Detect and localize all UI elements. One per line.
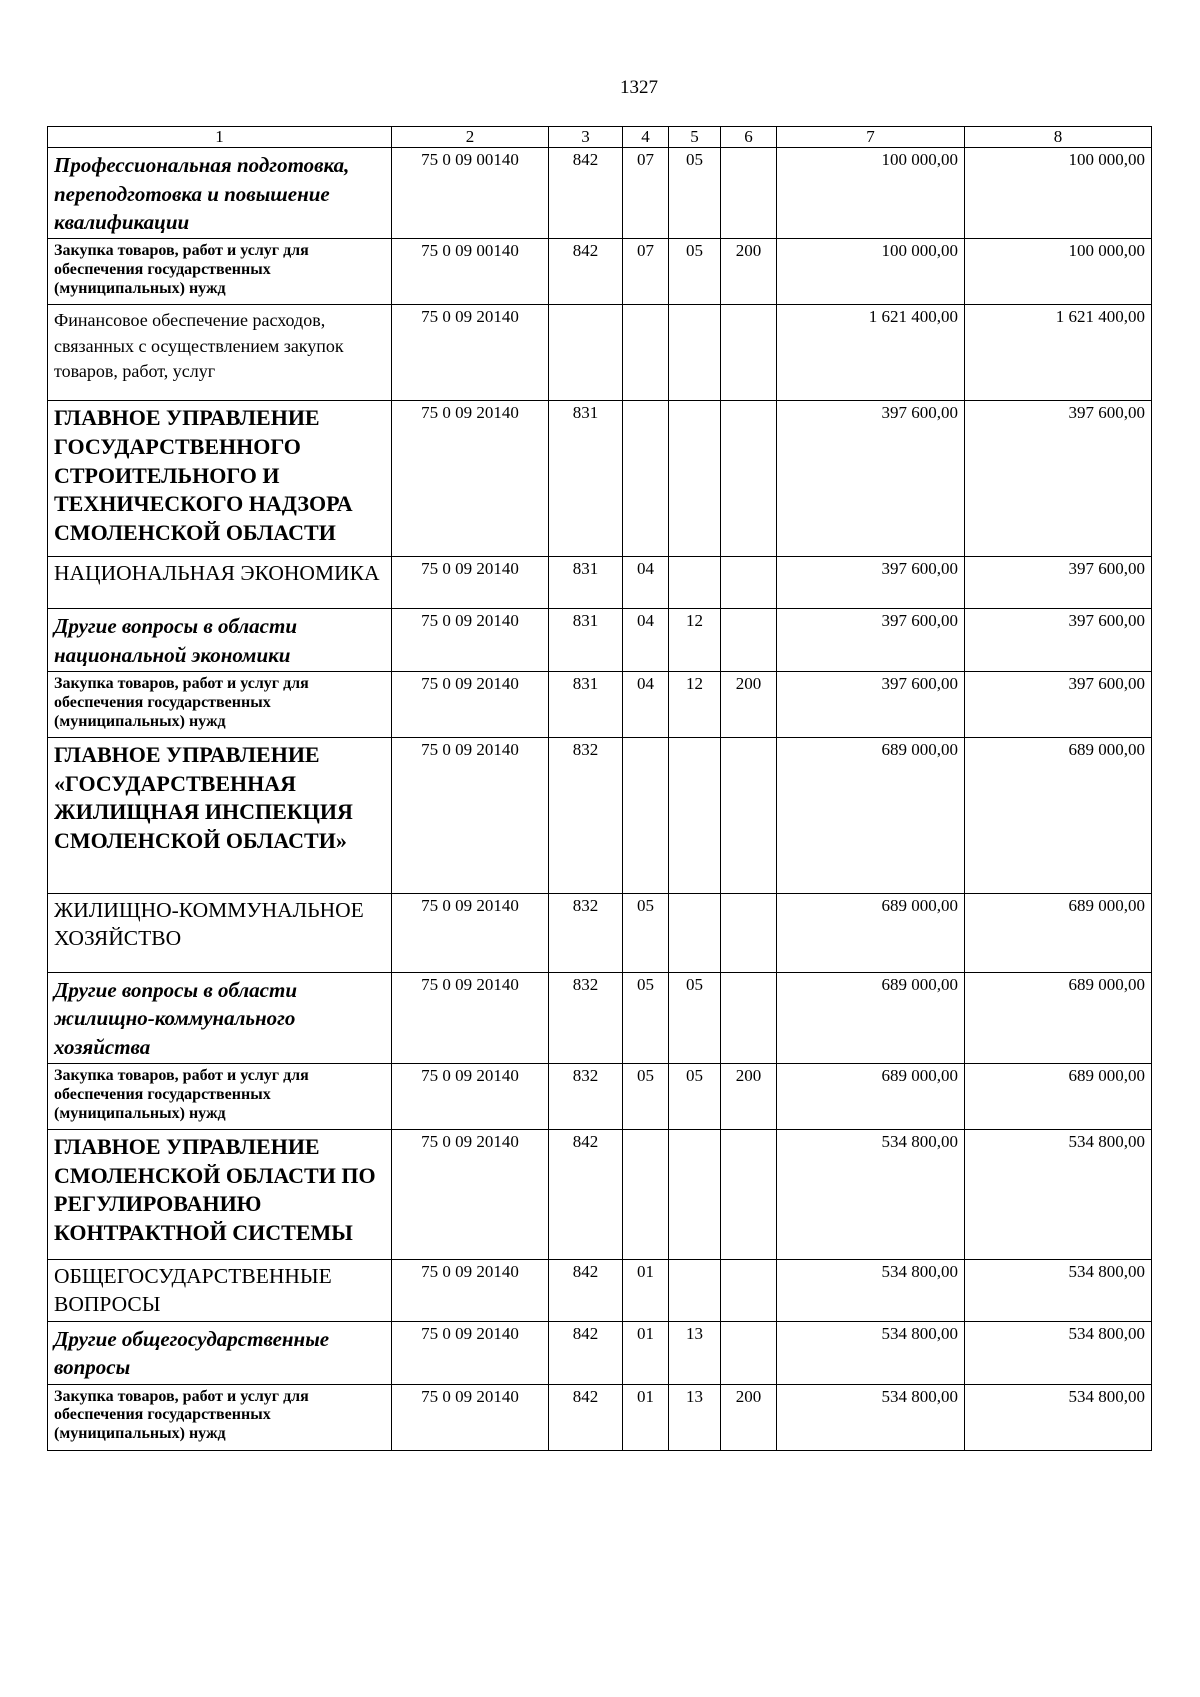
ministry-code-cell: 831 (549, 609, 623, 672)
table-row (48, 239, 1152, 305)
ministry-code-cell: 842 (549, 148, 623, 239)
column-header: 1 (48, 127, 392, 148)
column-header: 4 (623, 127, 669, 148)
amount-year-2-cell: 1 621 400,00 (965, 305, 1152, 401)
subsection-code-cell: 12 (669, 672, 721, 738)
program-code-cell: 75 0 09 20140 (392, 1260, 549, 1322)
column-header: 6 (721, 127, 777, 148)
table-row (48, 1260, 1152, 1322)
program-code-cell: 75 0 09 00140 (392, 148, 549, 239)
expense-type-cell: 200 (721, 1064, 777, 1130)
table-row (48, 672, 1152, 738)
amount-year-2-cell: 689 000,00 (965, 1064, 1152, 1130)
column-header: 5 (669, 127, 721, 148)
program-code-cell: 75 0 09 20140 (392, 672, 549, 738)
expense-type-cell (721, 1260, 777, 1322)
amount-year-1-cell: 534 800,00 (777, 1384, 965, 1450)
row-name-cell: Закупка товаров, работ и услуг для обеспечения государственных (муниципальных) нужд (48, 1384, 392, 1450)
amount-year-1-cell: 100 000,00 (777, 239, 965, 305)
amount-year-2-cell: 397 600,00 (965, 557, 1152, 609)
section-code-cell: 04 (623, 557, 669, 609)
amount-year-1-cell: 100 000,00 (777, 148, 965, 239)
amount-year-1-cell: 397 600,00 (777, 401, 965, 557)
amount-year-2-cell: 534 800,00 (965, 1130, 1152, 1260)
section-code-cell: 05 (623, 1064, 669, 1130)
expense-type-cell (721, 401, 777, 557)
amount-year-1-cell: 534 800,00 (777, 1322, 965, 1385)
amount-year-2-cell: 689 000,00 (965, 738, 1152, 894)
program-code-cell: 75 0 09 20140 (392, 1322, 549, 1385)
expense-type-cell (721, 973, 777, 1064)
subsection-code-cell: 05 (669, 239, 721, 305)
column-header: 3 (549, 127, 623, 148)
section-code-cell: 07 (623, 239, 669, 305)
program-code-cell: 75 0 09 00140 (392, 239, 549, 305)
program-code-cell: 75 0 09 20140 (392, 1064, 549, 1130)
subsection-code-cell (669, 738, 721, 894)
amount-year-1-cell: 397 600,00 (777, 609, 965, 672)
expense-type-cell (721, 609, 777, 672)
row-name-cell: ГЛАВНОЕ УПРАВЛЕНИЕ «ГОСУДАРСТВЕННАЯ ЖИЛИЩНАЯ ИНСПЕКЦИЯ СМОЛЕНСКОЙ ОБЛАСТИ» (48, 738, 392, 894)
section-code-cell: 04 (623, 672, 669, 738)
program-code-cell: 75 0 09 20140 (392, 557, 549, 609)
section-code-cell: 01 (623, 1260, 669, 1322)
expense-type-cell (721, 557, 777, 609)
subsection-code-cell: 05 (669, 1064, 721, 1130)
section-code-cell: 01 (623, 1384, 669, 1450)
amount-year-1-cell: 534 800,00 (777, 1260, 965, 1322)
section-code-cell: 07 (623, 148, 669, 239)
expense-type-cell (721, 894, 777, 973)
program-code-cell: 75 0 09 20140 (392, 738, 549, 894)
table-row (48, 894, 1152, 973)
amount-year-2-cell: 689 000,00 (965, 973, 1152, 1064)
row-name-cell: НАЦИОНАЛЬНАЯ ЭКОНОМИКА (48, 557, 392, 609)
subsection-code-cell: 12 (669, 609, 721, 672)
amount-year-1-cell: 689 000,00 (777, 738, 965, 894)
expense-type-cell: 200 (721, 672, 777, 738)
amount-year-1-cell: 1 621 400,00 (777, 305, 965, 401)
subsection-code-cell (669, 557, 721, 609)
section-code-cell: 05 (623, 973, 669, 1064)
subsection-code-cell (669, 1260, 721, 1322)
ministry-code-cell: 831 (549, 557, 623, 609)
amount-year-2-cell: 397 600,00 (965, 609, 1152, 672)
ministry-code-cell: 842 (549, 1260, 623, 1322)
ministry-code-cell: 832 (549, 738, 623, 894)
program-code-cell: 75 0 09 20140 (392, 401, 549, 557)
amount-year-2-cell: 534 800,00 (965, 1384, 1152, 1450)
expense-type-cell (721, 1130, 777, 1260)
subsection-code-cell (669, 305, 721, 401)
budget-table (47, 126, 1152, 1451)
subsection-code-cell (669, 1130, 721, 1260)
amount-year-2-cell: 100 000,00 (965, 239, 1152, 305)
table-row (48, 401, 1152, 557)
expense-type-cell (721, 305, 777, 401)
table-row (48, 148, 1152, 239)
program-code-cell: 75 0 09 20140 (392, 1130, 549, 1260)
program-code-cell: 75 0 09 20140 (392, 973, 549, 1064)
amount-year-2-cell: 534 800,00 (965, 1322, 1152, 1385)
amount-year-2-cell: 100 000,00 (965, 148, 1152, 239)
program-code-cell: 75 0 09 20140 (392, 609, 549, 672)
row-name-cell: Закупка товаров, работ и услуг для обеспечения государственных (муниципальных) нужд (48, 239, 392, 305)
program-code-cell: 75 0 09 20140 (392, 894, 549, 973)
section-code-cell (623, 738, 669, 894)
expense-type-cell (721, 148, 777, 239)
amount-year-1-cell: 689 000,00 (777, 973, 965, 1064)
amount-year-2-cell: 397 600,00 (965, 401, 1152, 557)
row-name-cell: ГЛАВНОЕ УПРАВЛЕНИЕ СМОЛЕНСКОЙ ОБЛАСТИ ПО РЕГУЛИРОВАНИЮ КОНТРАКТНОЙ СИСТЕМЫ (48, 1130, 392, 1260)
row-name-cell: ОБЩЕГОСУДАРСТВЕННЫЕ ВОПРОСЫ (48, 1260, 392, 1322)
ministry-code-cell: 842 (549, 1130, 623, 1260)
amount-year-2-cell: 534 800,00 (965, 1260, 1152, 1322)
amount-year-1-cell: 397 600,00 (777, 557, 965, 609)
table-row (48, 557, 1152, 609)
row-name-cell: Другие вопросы в области жилищно-коммунального хозяйства (48, 973, 392, 1064)
subsection-code-cell: 05 (669, 148, 721, 239)
page-number: 1327 (620, 77, 658, 98)
table-row (48, 305, 1152, 401)
expense-type-cell: 200 (721, 1384, 777, 1450)
ministry-code-cell: 832 (549, 894, 623, 973)
ministry-code-cell: 831 (549, 672, 623, 738)
amount-year-1-cell: 534 800,00 (777, 1130, 965, 1260)
amount-year-1-cell: 397 600,00 (777, 672, 965, 738)
column-header: 8 (965, 127, 1152, 148)
subsection-code-cell (669, 894, 721, 973)
row-name-cell: Другие общегосударственные вопросы (48, 1322, 392, 1385)
table-body (48, 148, 1152, 1450)
row-name-cell: ГЛАВНОЕ УПРАВЛЕНИЕ ГОСУДАРСТВЕННОГО СТРОИТЕЛЬНОГО И ТЕХНИЧЕСКОГО НАДЗОРА СМОЛЕНСКОЙ ОБЛАСТИ (48, 401, 392, 557)
row-name-cell: Закупка товаров, работ и услуг для обеспечения государственных (муниципальных) нужд (48, 672, 392, 738)
section-code-cell (623, 305, 669, 401)
row-name-cell: Закупка товаров, работ и услуг для обеспечения государственных (муниципальных) нужд (48, 1064, 392, 1130)
table-row (48, 973, 1152, 1064)
ministry-code-cell: 832 (549, 1064, 623, 1130)
ministry-code-cell: 831 (549, 401, 623, 557)
section-code-cell: 01 (623, 1322, 669, 1385)
row-name-cell: Другие вопросы в области национальной экономики (48, 609, 392, 672)
row-name-cell: Профессиональная подготовка, переподготовка и повышение квалификации (48, 148, 392, 239)
expense-type-cell: 200 (721, 239, 777, 305)
row-name-cell: Финансовое обеспечение расходов, связанных с осуществлением закупок товаров, работ, услуг (48, 305, 392, 401)
subsection-code-cell: 13 (669, 1322, 721, 1385)
table-row (48, 1130, 1152, 1260)
table-row (48, 1322, 1152, 1385)
section-code-cell: 05 (623, 894, 669, 973)
table-row (48, 1064, 1152, 1130)
table-row (48, 609, 1152, 672)
amount-year-2-cell: 689 000,00 (965, 894, 1152, 973)
ministry-code-cell (549, 305, 623, 401)
section-code-cell: 04 (623, 609, 669, 672)
subsection-code-cell: 05 (669, 973, 721, 1064)
table-row (48, 1384, 1152, 1450)
column-header: 2 (392, 127, 549, 148)
ministry-code-cell: 842 (549, 1322, 623, 1385)
ministry-code-cell: 842 (549, 239, 623, 305)
subsection-code-cell: 13 (669, 1384, 721, 1450)
ministry-code-cell: 842 (549, 1384, 623, 1450)
amount-year-2-cell: 397 600,00 (965, 672, 1152, 738)
ministry-code-cell: 832 (549, 973, 623, 1064)
amount-year-1-cell: 689 000,00 (777, 894, 965, 973)
section-code-cell (623, 401, 669, 557)
column-header: 7 (777, 127, 965, 148)
subsection-code-cell (669, 401, 721, 557)
expense-type-cell (721, 738, 777, 894)
table-row (48, 738, 1152, 894)
program-code-cell: 75 0 09 20140 (392, 305, 549, 401)
row-name-cell: ЖИЛИЩНО-КОММУНАЛЬНОЕ ХОЗЯЙСТВО (48, 894, 392, 973)
program-code-cell: 75 0 09 20140 (392, 1384, 549, 1450)
section-code-cell (623, 1130, 669, 1260)
header-row (48, 127, 1152, 148)
amount-year-1-cell: 689 000,00 (777, 1064, 965, 1130)
expense-type-cell (721, 1322, 777, 1385)
